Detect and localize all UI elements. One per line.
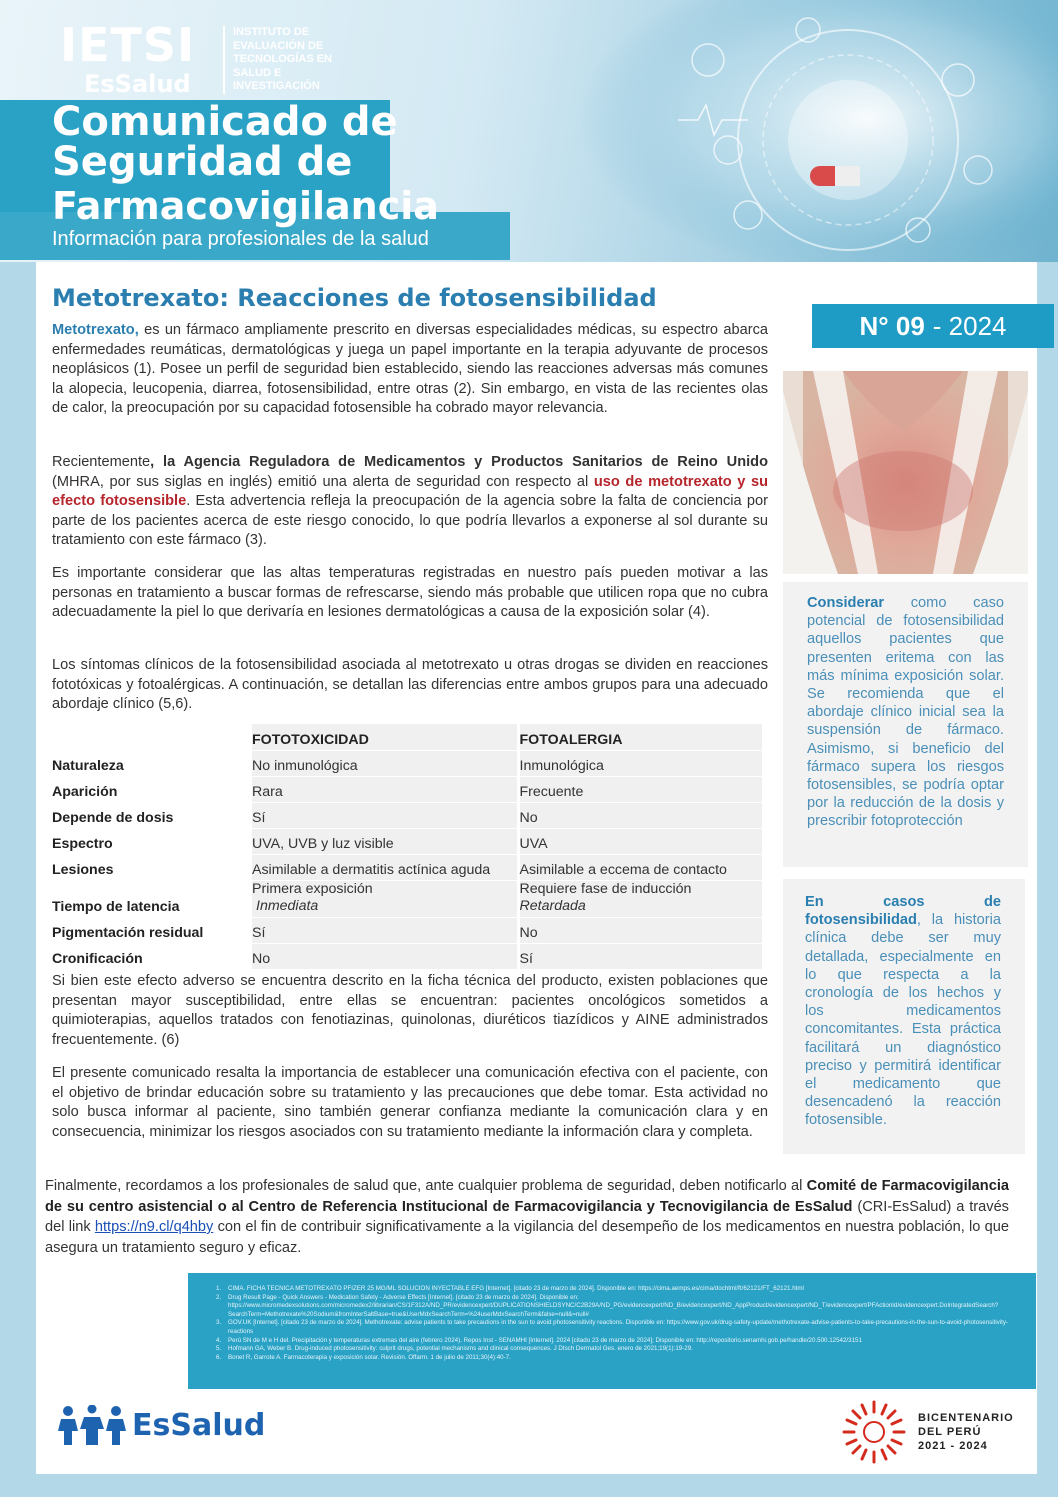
paragraph-reporting	[45, 1176, 1009, 1258]
bicentenario-emblem-icon	[840, 1398, 908, 1466]
reference-text: Bonet R, Garrote A. Farmacoterapia y exposición solar. Revisión. Offarm. 1 de julio de 2011;30(4):40-7.	[228, 1353, 511, 1361]
ietsi-logo: IETSI	[60, 18, 196, 72]
committee-name: Comité de Farmacovigilancia de su centro asistencial o al Centro de Referencia Institucional de Farmacovigilancia y Tecnovigilancia de EsSalud	[45, 1178, 1009, 1215]
table-cell: No	[252, 943, 518, 969]
logo-divider	[223, 26, 225, 94]
paragraph-text: con el fin de contribuir significativamente a la vigilancia del desempeño de los medicamentos en nuestra población, lo que asegura un tratamiento seguro y eficaz.	[45, 1219, 1009, 1256]
paragraph-text: . Esta advertencia refleja la preocupación de la agencia sobre la falta de conciencia por parte de los pacientes acerca de este riesgo conocido, lo que podría llevarlos a exponerse al sol durante su tratamiento con este fármaco (3).	[52, 493, 768, 548]
table-cell	[252, 880, 518, 917]
phototoxicity-vs-photoallergy-table	[52, 724, 762, 970]
ietsi-essalud-logo-text: EsSalud	[84, 70, 191, 98]
paragraph-text: Recientemente	[52, 454, 151, 470]
table-cell: Inmunológica	[518, 750, 762, 776]
reference-item: 4. Perú SN de M e H del. Precipitación y temperaturas extremas del aire (febrero 2024). Repos Inst - SENAMHI [Internet]. 2024 [citado 23 de marzo de 2024]; Disponible en: http://repositorio.senamhi.gob.pe/handle/20.500.12542/3151	[216, 1336, 862, 1344]
paragraph-text: es un fármaco ampliamente prescrito en diversas especialidades médicas, su espectro abarca enfermedades reumáticas, dermatológicas y juega un papel importante en la terapia adyuvante de procesos neoplásicos (1). Posee un perfil de seguridad bien establecido, siendo las reacciones adversas más comunes la alopecia, leucopenia, diarrea, fotosensibilidad, entre otras (2). Sin embargo, en vista de las recientes olas de calor, la preocupación por su capacidad fotosensible ha cobrado mayor relevancia.	[52, 322, 768, 416]
table-row	[52, 854, 762, 880]
table-row	[52, 917, 762, 943]
sidebar-text: como caso potencial de fotosensibilidad aquellos pacientes que presenten eritema con las más mínima exposición solar. Se recomienda que el abordaje clínico inicial sea la suspensión de fármaco. Asimismo, si beneficio del fármaco supera los riesgos fotosensibles, se podría optar por la reducción de la dosis y prescribir fotoprotección	[807, 595, 1004, 830]
references-box	[188, 1273, 1036, 1389]
table-row	[52, 828, 762, 854]
row-label: Lesiones	[52, 854, 252, 880]
table-cell: Asimilable a dermatitis actínica aguda	[252, 854, 518, 880]
cell-line: Retardada	[519, 897, 586, 914]
table-cell: Sí	[252, 917, 518, 943]
reference-item: 6. Bonet R, Garrote A. Farmacoterapia y exposición solar. Revisión. Offarm. 1 de julio de 2011;30(4):40-7.	[216, 1353, 511, 1361]
bicentenario-text	[918, 1411, 1014, 1453]
row-label: Pigmentación residual	[52, 917, 252, 943]
paragraph-heat-context: Es importante considerar que las altas temperaturas registradas en nuestro país pueden motivar a las personas en tratamiento a buscar formas de refrescarse, siendo más probable que utilicen ropa que no cubra adecuadamente la piel lo que derivaría en lesiones dermatológicas a causa de la exposición solar (4).	[52, 565, 768, 620]
cell-line: Requiere fase de inducción	[519, 880, 692, 897]
agency-name: , la Agencia Reguladora de Medicamentos y Productos Sanitarios de Reino Unido	[150, 454, 768, 470]
reference-text: Drug Result Page - Quick Answers - Medication Safety - Adverse Effects [Internet]. [citado 23 de marzo de 2024]. Disponible en: https://www.micromedexsolutions.com/micromedex2/librarian/CS/1F312A/ND_PR/evidencexpert/DUPLICATIONSHIELDSYNC/C2B29A/ND_PG/evidencexpert/ND_B/evidencexpert/ND_AppProduct/evidencexpert/ND_T/evidencexpert/PFActionId/evidencexpert.DoIntegratedSearch?SearchTerm=Methotrexate%20Sodium&fromInterSaltBase=true&UserMdxSearchTerm=%24userMdxSearchTerm&false=null&=null#	[228, 1293, 999, 1318]
table-cell: No	[518, 802, 762, 828]
paragraph-mhra-alert	[52, 453, 768, 551]
institute-line: INSTITUTO DE	[233, 26, 310, 38]
table-header-cell: FOTOTOXICIDAD	[252, 724, 518, 750]
paragraph-susceptible-populations: Si bien este efecto adverso se encuentra descrito en la ficha técnica del producto, existen poblaciones que presentan mayor susceptibilidad, entre ellas se encuentran: pacientes oncológicos sometidos a quimioterapias, aquellos tratados con fenotiazinas, quinolonas, diuréticos tiazídicos y AINE administrados frecuentemente. (6)	[52, 973, 768, 1048]
row-label: Naturaleza	[52, 750, 252, 776]
alert-highlight: uso de metotrexato y su efecto fotosensible	[52, 473, 768, 509]
bicentenario-line: BICENTENARIO	[918, 1412, 1014, 1424]
reference-item: 1. CIMA. FICHA TECNICA METOTREXATO PFIZER 25 MG/ML SOLUCION INYECTABLE EFG [Internet]. [citado 23 de marzo de 2024]. Disponible en: https://cima.aemps.es/cima/dochtml/ft/62121/FT_62121.html	[216, 1285, 804, 1292]
paragraph-text: (MHRA, por sus siglas en inglés) emitió una alerta de seguridad con respecto al	[52, 473, 594, 490]
table-cell: Sí	[252, 802, 518, 828]
institute-name	[233, 26, 343, 94]
row-label: Depende de dosis	[52, 802, 252, 828]
reference-item: 5. Hofmann GA, Weber B. Drug-induced photosensitivity: culprit drugs, potential mechanisms and clinical consequences. J Dtsch Dermatol Ges. enero de 2021;19(1):19-29.	[216, 1345, 693, 1353]
drug-name-lead: Metotrexato,	[52, 322, 139, 338]
table-cell: Sí	[518, 943, 762, 969]
reference-text: Hofmann GA, Weber B. Drug-induced photosensitivity: culprit drugs, potential mechanisms and clinical consequences. J Dtsch Dermatol Ges. enero de 2021;19(1):19-29.	[228, 1345, 693, 1353]
table-header-row	[52, 724, 762, 750]
paragraph-text: Finalmente, recordamos a los profesionales de salud que, ante cualquier problema de seguridad, deben notificarlo al	[45, 1178, 807, 1194]
table-row	[52, 750, 762, 776]
row-label: Cronificación	[52, 943, 252, 969]
bicentenario-logo	[840, 1398, 1014, 1466]
table-header-cell	[52, 724, 252, 750]
table-row	[52, 943, 762, 969]
row-label: Aparición	[52, 776, 252, 802]
sidebar-box-history	[783, 879, 1025, 1154]
issue-number: N° 09	[859, 310, 925, 341]
page-title-line-1: Comunicado de	[52, 99, 398, 145]
page-title-line-2: Seguridad de	[52, 139, 353, 185]
table-cell: Asimilable a eccema de contacto	[518, 854, 762, 880]
essalud-wordmark: EsSalud	[132, 1407, 266, 1443]
row-label: Espectro	[52, 828, 252, 854]
paragraph-intro	[52, 321, 768, 419]
reference-item: 2. Drug Result Page - Quick Answers - Medication Safety - Adverse Effects [Internet]. [citado 23 de marzo de 2024]. Disponible en: https://www.micromedexsolutions.com/micromedex2/librarian/CS/1F312A/ND_PR/evidencexpert/DUPLICATIONSHIELDSYNC/C2B29A/ND_PG/evidencexpert/ND_B/evidencexpert/ND_AppProduct/evidencexpert/ND_T/evidencexpert/PFActionId/evidencexpert.DoIntegratedSearch?SearchTerm=Methotrexate%20Sodium&fromInterSaltBase=true&UserMdxSearchTerm=%24userMdxSearchTerm&false=null&=null#	[216, 1293, 999, 1318]
essalud-logo	[58, 1405, 265, 1445]
paragraph-text: (CRI-EsSalud) a través del link	[45, 1198, 1009, 1235]
table-cell: Frecuente	[518, 776, 762, 802]
issue-number-badge	[812, 304, 1054, 348]
table-header-cell: FOTOALERGIA	[518, 724, 762, 750]
table-cell: No	[518, 917, 762, 943]
cell-line: Inmediata	[256, 897, 319, 914]
table-cell: UVA, UVB y luz visible	[252, 828, 518, 854]
sidebar-lead: Considerar	[807, 595, 885, 611]
sidebar-text: , la historia clínica debe ser muy detallada, especialmente en lo que respecta a la cronología de los hechos y los medicamentos concomitantes. Esta práctica facilitará un diagnóstico preciso y permitirá identificar el medicamento que desencadenó la reacción fotosensible.	[805, 912, 1001, 1129]
table-row	[52, 802, 762, 828]
sidebar-box-consider	[783, 582, 1028, 867]
sidebar-lead: En casos de fotosensibilidad	[805, 894, 1001, 929]
article-title: Metotrexato: Reacciones de fotosensibilidad	[52, 284, 657, 312]
bicentenario-line: DEL PERÚ	[918, 1426, 982, 1438]
table-row	[52, 776, 762, 802]
reference-text: CIMA. FICHA TECNICA METOTREXATO PFIZER 25 MG/ML SOLUCION INYECTABLE EFG [Internet]. [citado 23 de marzo de 2024]. Disponible en: https://cima.aemps.es/cima/dochtml/ft/62121/FT_62121.html	[228, 1285, 804, 1292]
institute-line: INVESTIGACIÓN	[233, 80, 320, 92]
table-cell: No inmunológica	[252, 750, 518, 776]
cell-line: Primera exposición	[252, 880, 373, 897]
table-row	[52, 880, 762, 917]
reference-text: GOV.UK [Internet]. [citado 23 de marzo de 2024]. Methotrexate: advise patients to take precautions in the sun to avoid photosensitivity reactions. Disponible en: https://www.gov.uk/drug-safety-update/methotrexate-advise-patients-to-take-precautions-in-the-sun-to-avoid-photosensitivity-reactions	[228, 1319, 1009, 1335]
medical-tech-background-image	[578, 0, 1058, 262]
issue-year: - 2024	[932, 310, 1007, 341]
institute-line: EVALUACIÓN DE	[233, 39, 324, 52]
table-cell: UVA	[518, 828, 762, 854]
family-icon	[58, 1405, 126, 1445]
page-title-line-3: Farmacovigilancia	[52, 184, 439, 228]
reporting-link[interactable]: https://n9.cl/q4hby	[94, 1219, 214, 1235]
reference-text: Perú SN de M e H del. Precipitación y temperaturas extremas del aire (febrero 2024). Repos Inst - SENAMHI [Internet]. 2024 [citado 23 de marzo de 2024]; Disponible en: http://repositorio.senamhi.gob.pe/handle/20.500.12542/3151	[228, 1336, 862, 1344]
paragraph-communication: El presente comunicado resalta la importancia de establecer una comunicación efectiva con el paciente, con el objetivo de brindar educación sobre su tratamiento y las precauciones que debe tomar. Esta actividad no solo busca informar al paciente, sino también generar confianza mediante la comunicación clara y en consecuencia, minimizar los riesgos asociados con su tratamiento mediante la información clara y completa.	[52, 1065, 768, 1140]
row-label: Tiempo de latencia	[52, 880, 252, 917]
table-cell: Rara	[252, 776, 518, 802]
photosensitivity-rash-photo	[783, 371, 1028, 574]
institute-line: TECNOLOGÍAS EN	[233, 53, 333, 65]
reference-item: 3. GOV.UK [Internet]. [citado 23 de marzo de 2024]. Methotrexate: advise patients to take precautions in the sun to avoid photosensitivity reactions. Disponible en: https://www.gov.uk/drug-safety-update/methotrexate-advise-patients-to-take-precautions-in-the-sun-to-avoid-photosensitivity-reactions	[216, 1319, 1009, 1335]
paragraph-symptoms: Los síntomas clínicos de la fotosensibilidad asociada al metotrexato u otras drogas se dividen en reacciones fototóxicas y fotoalérgicas. A continuación, se detallan las diferencias entre ambos grupos para una adecuado abordaje clínico (5,6).	[52, 657, 768, 712]
header-banner	[0, 0, 1058, 262]
page-subtitle: Información para profesionales de la salud	[52, 228, 429, 250]
institute-line: SALUD E	[233, 66, 282, 79]
table-cell	[518, 880, 762, 917]
bicentenario-line: 2021 - 2024	[918, 1440, 988, 1452]
